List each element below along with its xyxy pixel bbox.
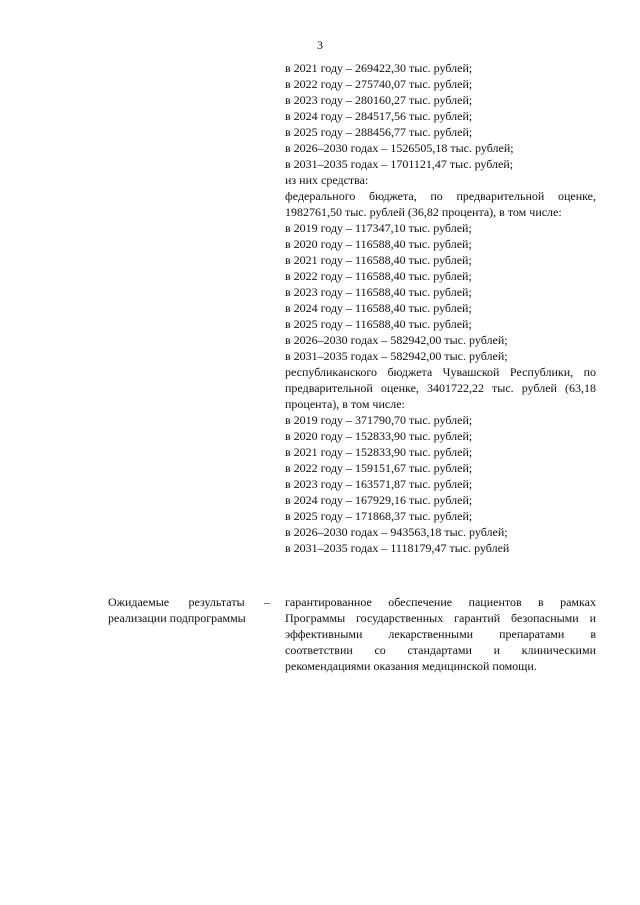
total-year-line: в 2025 году – 288456,77 тыс. рублей; xyxy=(285,125,473,139)
federal-year-line: в 2023 году – 116588,40 тыс. рублей; xyxy=(285,285,472,299)
total-year-line: в 2021 году – 269422,30 тыс. рублей; xyxy=(285,61,473,75)
federal-year-line: в 2021 году – 116588,40 тыс. рублей; xyxy=(285,253,472,267)
federal-year-line: в 2026–2030 годах – 582942,00 тыс. рублей; xyxy=(285,333,508,347)
republic-year-line: в 2022 году – 159151,67 тыс. рублей; xyxy=(285,461,473,475)
republic-year-line: в 2021 году – 152833,90 тыс. рублей; xyxy=(285,445,473,459)
total-year-line: в 2024 году – 284517,56 тыс. рублей; xyxy=(285,109,473,123)
republic-year-line: в 2025 году – 171868,37 тыс. рублей; xyxy=(285,509,473,523)
federal-year-line: в 2024 году – 116588,40 тыс. рублей; xyxy=(285,301,472,315)
republic-year-line: в 2026–2030 годах – 943563,18 тыс. рублей; xyxy=(285,525,508,539)
total-year-line: в 2022 году – 275740,07 тыс. рублей; xyxy=(285,77,473,91)
total-year-line: в 2031–2035 годах – 1701121,47 тыс. рублей; xyxy=(285,157,514,171)
republic-year-line: в 2024 году – 167929,16 тыс. рублей; xyxy=(285,493,473,507)
funding-column xyxy=(285,60,596,556)
republic-year-line: в 2023 году – 163571,87 тыс. рублей; xyxy=(285,477,473,491)
expected-results-label: Ожидаемые результаты – реализации подпрограммы xyxy=(108,595,270,625)
federal-budget-intro: федерального бюджета, по предварительной оценке, 1982761,50 тыс. рублей (36,82 процента), в том числе: xyxy=(285,189,596,219)
republic-year-line: в 2031–2035 годах – 1118179,47 тыс. рублей xyxy=(285,541,510,555)
republic-budget-intro: республиканского бюджета Чувашской Республики, по предварительной оценке, 3401722,22 тыс. рублей (63,18 процента), в том числе: xyxy=(285,365,596,411)
expected-results-text: гарантированное обеспечение пациентов в рамках Программы государственных гарантий безопасными и эффективными лекарственными препаратами в соответствии со стандартами и клиническими рекомендациями оказания медицинской помощи. xyxy=(285,595,596,673)
federal-year-line: в 2019 году – 117347,10 тыс. рублей; xyxy=(285,221,472,235)
federal-year-line: в 2022 году – 116588,40 тыс. рублей; xyxy=(285,269,472,283)
federal-year-line: в 2020 году – 116588,40 тыс. рублей; xyxy=(285,237,472,251)
federal-year-line: в 2031–2035 годах – 582942,00 тыс. рублей; xyxy=(285,349,508,363)
of-them-heading: из них средства: xyxy=(285,173,369,187)
page-number: 3 xyxy=(317,38,323,52)
total-year-line: в 2026–2030 годах – 1526505,18 тыс. рублей; xyxy=(285,141,514,155)
republic-year-line: в 2019 году – 371790,70 тыс. рублей; xyxy=(285,413,473,427)
federal-year-line: в 2025 году – 116588,40 тыс. рублей; xyxy=(285,317,472,331)
total-year-line: в 2023 году – 280160,27 тыс. рублей; xyxy=(285,93,473,107)
republic-year-line: в 2020 году – 152833,90 тыс. рублей; xyxy=(285,429,473,443)
